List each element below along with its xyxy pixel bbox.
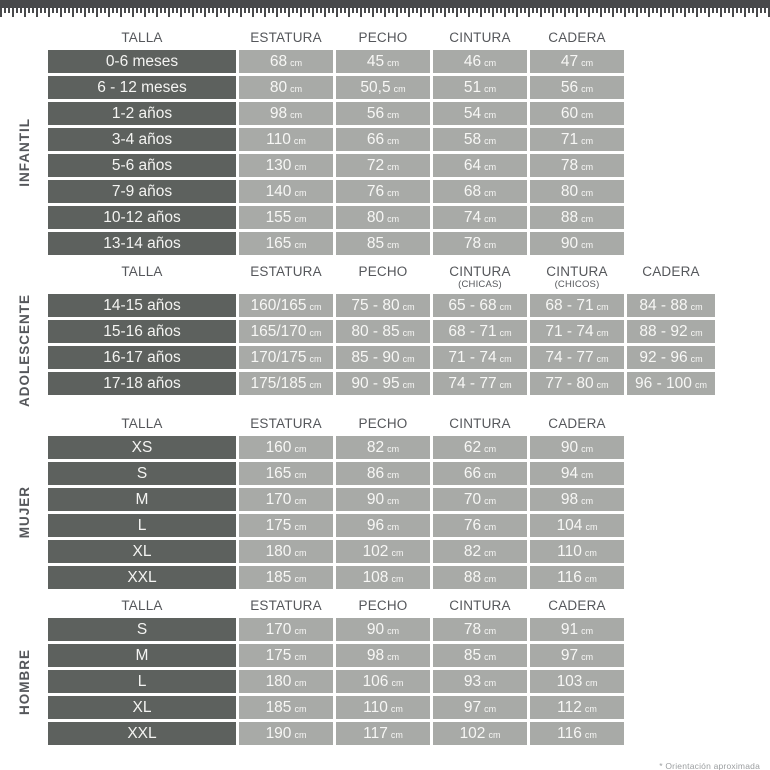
cintura-cell: 68 cm bbox=[433, 180, 527, 203]
talla-cell: M bbox=[48, 488, 236, 511]
section-mujer bbox=[0, 416, 770, 589]
cintura-chicas-cell: 68 - 71 cm bbox=[433, 320, 527, 343]
table-row bbox=[48, 294, 715, 317]
estatura-cell: 185 cm bbox=[239, 696, 333, 719]
estatura-cell: 170 cm bbox=[239, 488, 333, 511]
estatura-cell: 175 cm bbox=[239, 514, 333, 537]
section-label-hombre bbox=[0, 618, 48, 745]
estatura-cell: 180 cm bbox=[239, 540, 333, 563]
estatura-cell: 170 cm bbox=[239, 618, 333, 641]
header-row-mujer bbox=[0, 416, 624, 432]
section-infantil bbox=[0, 30, 770, 255]
cadera-cell: 88 - 92 cm bbox=[627, 320, 715, 343]
table-row bbox=[48, 540, 624, 563]
size-tables bbox=[0, 17, 770, 745]
table-row bbox=[48, 180, 624, 203]
header-talla: TALLA bbox=[121, 416, 163, 432]
estatura-cell: 175 cm bbox=[239, 644, 333, 667]
cadera-cell: 104 cm bbox=[530, 514, 624, 537]
footnote: * Orientación aproximada bbox=[659, 761, 760, 770]
table-row bbox=[48, 722, 624, 745]
pecho-cell: 76 cm bbox=[336, 180, 430, 203]
pecho-cell: 90 - 95 cm bbox=[336, 372, 430, 395]
pecho-cell: 110 cm bbox=[336, 696, 430, 719]
header-pecho: PECHO bbox=[358, 598, 408, 614]
estatura-cell: 140 cm bbox=[239, 180, 333, 203]
pecho-cell: 72 cm bbox=[336, 154, 430, 177]
estatura-cell: 160 cm bbox=[239, 436, 333, 459]
table-row bbox=[48, 462, 624, 485]
cintura-chicas-cell: 74 - 77 cm bbox=[433, 372, 527, 395]
estatura-cell: 80 cm bbox=[239, 76, 333, 99]
section-label-mujer bbox=[0, 436, 48, 589]
estatura-cell: 175/185 cm bbox=[239, 372, 333, 395]
header-estatura: ESTATURA bbox=[250, 264, 322, 279]
header-sub-chicas: (CHICAS) bbox=[458, 279, 502, 290]
estatura-cell: 180 cm bbox=[239, 670, 333, 693]
table-row bbox=[48, 206, 624, 229]
cadera-cell: 56 cm bbox=[530, 76, 624, 99]
header-talla: TALLA bbox=[121, 264, 163, 279]
header-row-infantil bbox=[0, 30, 624, 46]
pecho-cell: 106 cm bbox=[336, 670, 430, 693]
pecho-cell: 82 cm bbox=[336, 436, 430, 459]
estatura-cell: 165 cm bbox=[239, 462, 333, 485]
cadera-cell: 103 cm bbox=[530, 670, 624, 693]
cintura-cell: 46 cm bbox=[433, 50, 527, 73]
talla-cell: S bbox=[48, 462, 236, 485]
header-cintura: CINTURA bbox=[449, 598, 511, 614]
talla-cell: XL bbox=[48, 696, 236, 719]
table-row bbox=[48, 488, 624, 511]
cadera-cell: 71 cm bbox=[530, 128, 624, 151]
table-row bbox=[48, 154, 624, 177]
header-title: CINTURA bbox=[449, 264, 511, 279]
header-talla: TALLA bbox=[121, 30, 163, 45]
talla-cell: XXL bbox=[48, 566, 236, 589]
header-cintura-chicas bbox=[433, 264, 527, 290]
header-pecho: PECHO bbox=[358, 30, 408, 45]
header-pecho: PECHO bbox=[358, 264, 408, 279]
pecho-cell: 45 cm bbox=[336, 50, 430, 73]
cintura-cell: 102 cm bbox=[433, 722, 527, 745]
pecho-cell: 90 cm bbox=[336, 618, 430, 641]
section-adolescente bbox=[0, 264, 770, 407]
talla-cell: 16-17 años bbox=[48, 346, 236, 369]
cadera-cell: 90 cm bbox=[530, 436, 624, 459]
cadera-cell: 116 cm bbox=[530, 722, 624, 745]
rows-mujer bbox=[48, 436, 624, 589]
cintura-cell: 85 cm bbox=[433, 644, 527, 667]
table-row bbox=[48, 346, 715, 369]
pecho-cell: 86 cm bbox=[336, 462, 430, 485]
header-cadera: CADERA bbox=[548, 416, 606, 432]
cadera-cell: 47 cm bbox=[530, 50, 624, 73]
estatura-cell: 155 cm bbox=[239, 206, 333, 229]
section-hombre bbox=[0, 598, 770, 745]
pecho-cell: 80 cm bbox=[336, 206, 430, 229]
cintura-cell: 62 cm bbox=[433, 436, 527, 459]
estatura-cell: 68 cm bbox=[239, 50, 333, 73]
header-row-hombre bbox=[0, 598, 624, 614]
cintura-chicos-cell: 68 - 71 cm bbox=[530, 294, 624, 317]
table-row bbox=[48, 102, 624, 125]
tape-ticks-icon bbox=[0, 8, 770, 17]
cintura-cell: 74 cm bbox=[433, 206, 527, 229]
header-title: CINTURA bbox=[546, 264, 608, 279]
cadera-cell: 80 cm bbox=[530, 180, 624, 203]
cintura-cell: 58 cm bbox=[433, 128, 527, 151]
cintura-cell: 97 cm bbox=[433, 696, 527, 719]
cintura-cell: 70 cm bbox=[433, 488, 527, 511]
talla-cell: 0-6 meses bbox=[48, 50, 236, 73]
cintura-chicas-cell: 71 - 74 cm bbox=[433, 346, 527, 369]
talla-cell: 7-9 años bbox=[48, 180, 236, 203]
pecho-cell: 56 cm bbox=[336, 102, 430, 125]
cintura-cell: 64 cm bbox=[433, 154, 527, 177]
talla-cell: 5-6 años bbox=[48, 154, 236, 177]
section-label-infantil bbox=[0, 50, 48, 255]
header-talla: TALLA bbox=[121, 598, 163, 614]
talla-cell: 10-12 años bbox=[48, 206, 236, 229]
table-row bbox=[48, 618, 624, 641]
table-row bbox=[48, 232, 624, 255]
talla-cell: 13-14 años bbox=[48, 232, 236, 255]
cadera-cell: 94 cm bbox=[530, 462, 624, 485]
table-row bbox=[48, 670, 624, 693]
header-estatura: ESTATURA bbox=[250, 30, 322, 45]
cintura-cell: 93 cm bbox=[433, 670, 527, 693]
measuring-tape-ruler bbox=[0, 0, 770, 17]
cintura-cell: 78 cm bbox=[433, 232, 527, 255]
pecho-cell: 75 - 80 cm bbox=[336, 294, 430, 317]
rows-adolescente bbox=[48, 294, 715, 407]
header-cadera: CADERA bbox=[548, 30, 606, 45]
table-row bbox=[48, 514, 624, 537]
cintura-cell: 51 cm bbox=[433, 76, 527, 99]
header-cintura: CINTURA bbox=[449, 416, 511, 432]
talla-cell: XS bbox=[48, 436, 236, 459]
header-cadera: CADERA bbox=[548, 598, 606, 614]
estatura-cell: 160/165 cm bbox=[239, 294, 333, 317]
header-cadera: CADERA bbox=[642, 264, 700, 279]
pecho-cell: 117 cm bbox=[336, 722, 430, 745]
rows-infantil bbox=[48, 50, 624, 255]
cintura-cell: 82 cm bbox=[433, 540, 527, 563]
cadera-cell: 78 cm bbox=[530, 154, 624, 177]
talla-cell: XL bbox=[48, 540, 236, 563]
pecho-cell: 80 - 85 cm bbox=[336, 320, 430, 343]
talla-cell: 14-15 años bbox=[48, 294, 236, 317]
pecho-cell: 96 cm bbox=[336, 514, 430, 537]
header-sub-chicos: (CHICOS) bbox=[554, 279, 600, 290]
cintura-cell: 88 cm bbox=[433, 566, 527, 589]
cintura-chicos-cell: 77 - 80 cm bbox=[530, 372, 624, 395]
pecho-cell: 85 cm bbox=[336, 232, 430, 255]
tape-bar bbox=[0, 0, 770, 8]
table-row bbox=[48, 76, 624, 99]
estatura-cell: 165/170 cm bbox=[239, 320, 333, 343]
header-estatura: ESTATURA bbox=[250, 598, 322, 614]
section-label-text: MUJER bbox=[16, 486, 32, 539]
cadera-cell: 97 cm bbox=[530, 644, 624, 667]
estatura-cell: 98 cm bbox=[239, 102, 333, 125]
cadera-cell: 112 cm bbox=[530, 696, 624, 719]
estatura-cell: 165 cm bbox=[239, 232, 333, 255]
estatura-cell: 190 cm bbox=[239, 722, 333, 745]
cadera-cell: 110 cm bbox=[530, 540, 624, 563]
talla-cell: 17-18 años bbox=[48, 372, 236, 395]
cintura-chicos-cell: 71 - 74 cm bbox=[530, 320, 624, 343]
talla-cell: M bbox=[48, 644, 236, 667]
cadera-cell: 96 - 100 cm bbox=[627, 372, 715, 395]
section-label-adolescente bbox=[0, 294, 48, 407]
cintura-cell: 76 cm bbox=[433, 514, 527, 537]
table-row bbox=[48, 436, 624, 459]
cadera-cell: 116 cm bbox=[530, 566, 624, 589]
pecho-cell: 90 cm bbox=[336, 488, 430, 511]
table-row bbox=[48, 50, 624, 73]
cadera-cell: 88 cm bbox=[530, 206, 624, 229]
cintura-cell: 78 cm bbox=[433, 618, 527, 641]
talla-cell: S bbox=[48, 618, 236, 641]
pecho-cell: 102 cm bbox=[336, 540, 430, 563]
pecho-cell: 66 cm bbox=[336, 128, 430, 151]
section-label-text: HOMBRE bbox=[16, 648, 32, 715]
cadera-cell: 84 - 88 cm bbox=[627, 294, 715, 317]
table-row bbox=[48, 566, 624, 589]
header-cintura: CINTURA bbox=[449, 30, 511, 45]
estatura-cell: 185 cm bbox=[239, 566, 333, 589]
table-row bbox=[48, 696, 624, 719]
talla-cell: 6 - 12 meses bbox=[48, 76, 236, 99]
section-label-text: INFANTIL bbox=[16, 118, 32, 187]
talla-cell: L bbox=[48, 670, 236, 693]
table-row bbox=[48, 320, 715, 343]
talla-cell: 1-2 años bbox=[48, 102, 236, 125]
header-cintura-chicos bbox=[530, 264, 624, 290]
header-row-adolescente bbox=[0, 264, 715, 290]
talla-cell: XXL bbox=[48, 722, 236, 745]
cintura-chicas-cell: 65 - 68 cm bbox=[433, 294, 527, 317]
estatura-cell: 130 cm bbox=[239, 154, 333, 177]
cadera-cell: 91 cm bbox=[530, 618, 624, 641]
section-label-text: ADOLESCENTE bbox=[16, 294, 32, 408]
cadera-cell: 98 cm bbox=[530, 488, 624, 511]
rows-hombre bbox=[48, 618, 624, 745]
pecho-cell: 50,5 cm bbox=[336, 76, 430, 99]
talla-cell: L bbox=[48, 514, 236, 537]
cintura-chicos-cell: 74 - 77 cm bbox=[530, 346, 624, 369]
pecho-cell: 108 cm bbox=[336, 566, 430, 589]
pecho-cell: 98 cm bbox=[336, 644, 430, 667]
cadera-cell: 92 - 96 cm bbox=[627, 346, 715, 369]
estatura-cell: 110 cm bbox=[239, 128, 333, 151]
cadera-cell: 60 cm bbox=[530, 102, 624, 125]
cadera-cell: 90 cm bbox=[530, 232, 624, 255]
talla-cell: 3-4 años bbox=[48, 128, 236, 151]
talla-cell: 15-16 años bbox=[48, 320, 236, 343]
table-row bbox=[48, 128, 624, 151]
table-row bbox=[48, 372, 715, 395]
cintura-cell: 54 cm bbox=[433, 102, 527, 125]
table-row bbox=[48, 644, 624, 667]
cintura-cell: 66 cm bbox=[433, 462, 527, 485]
header-estatura: ESTATURA bbox=[250, 416, 322, 432]
pecho-cell: 85 - 90 cm bbox=[336, 346, 430, 369]
estatura-cell: 170/175 cm bbox=[239, 346, 333, 369]
header-pecho: PECHO bbox=[358, 416, 408, 432]
